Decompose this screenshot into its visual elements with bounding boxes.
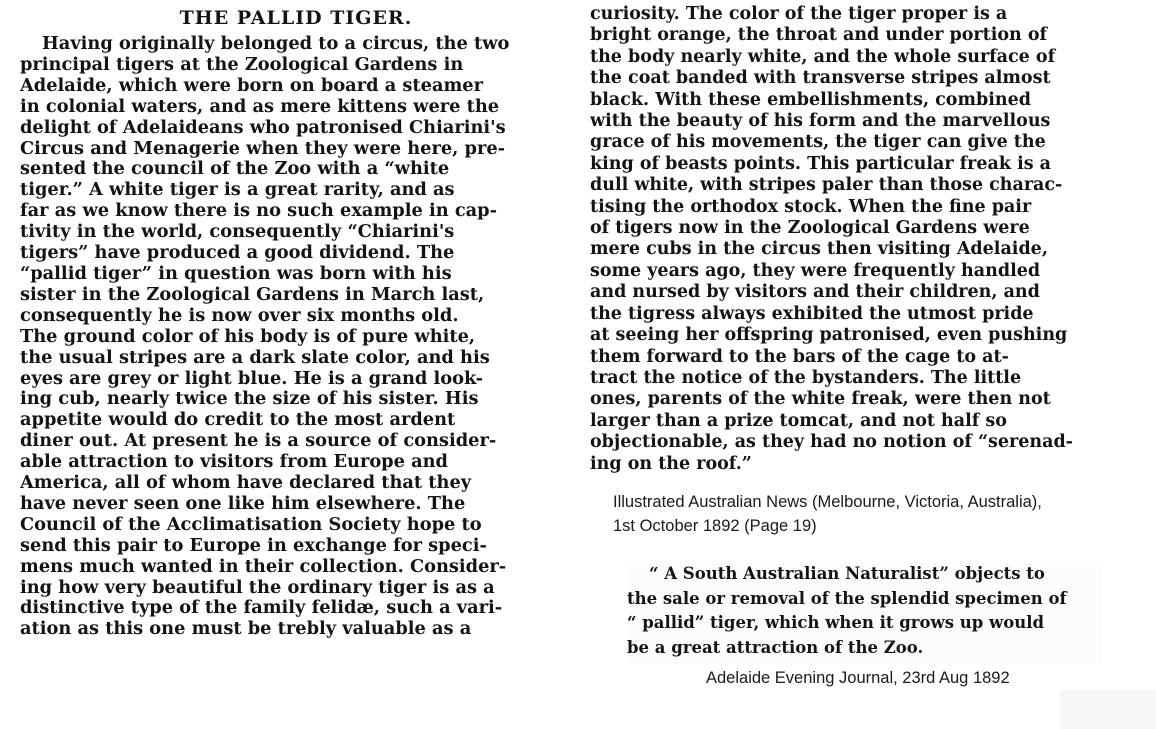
article-line: consequently he is now over six months old. (20, 304, 459, 326)
article-line: king of beasts points. This particular freak is a (590, 153, 1052, 174)
article-line: objectionable, as they had no notion of “serenad- (590, 432, 1073, 453)
clipping-line: “ A South Australian Naturalist” objects to (649, 564, 1045, 583)
article-line: grace of his movements, the tiger can give the (590, 132, 1046, 153)
article-line: The ground color of his body is of pure white, (20, 325, 476, 347)
article-line: black. With these embellishments, combined (590, 89, 1031, 110)
article-line: with the beauty of his form and the marvellous (590, 111, 1051, 132)
naturalist-clipping (627, 562, 1103, 664)
article-line: Circus and Menagerie when they were here, pre- (20, 137, 506, 159)
article-line: tising the orthodox stock. When the fine pair (590, 196, 1032, 217)
article-line: them forward to the bars of the cage to at- (590, 346, 1009, 367)
article-line: the tigress always exhibited the utmost pride (590, 303, 1034, 324)
clipping-line: “ pallid” tiger, which when it grows up would (627, 613, 1045, 632)
article-line: ing how very beautiful the ordinary tiger is as a (20, 576, 495, 598)
article-line: ing cub, nearly twice the size of his sister. His (20, 388, 479, 410)
article-line: curiosity. The color of the tiger proper is a (590, 4, 1008, 24)
article-left-column (20, 4, 572, 726)
article-line: the body nearly white, and the whole surface of (590, 46, 1056, 67)
article-line: tigers” have produced a good dividend. The (20, 242, 455, 264)
article-line: distinctive type of the family felidæ, such a vari- (20, 597, 503, 619)
clipping-line: be a great attraction of the Zoo. (627, 637, 924, 657)
article-line: bright orange, the throat and under portion of (590, 25, 1048, 46)
article-line: appetite would do credit to the most ardent (20, 409, 456, 431)
scan-smudge (1060, 690, 1156, 729)
article-line: the coat banded with transverse stripes almost (590, 68, 1051, 89)
article-line: ones, parents of the white freak, were then not (590, 389, 1051, 410)
article-line: of tigers now in the Zoological Gardens were (590, 218, 1030, 239)
clipping-line: the sale or removal of the splendid specimen of (627, 588, 1067, 608)
article-line: Having originally belonged to a circus, the two (42, 33, 510, 54)
article-line: tract the notice of the bystanders. The little (590, 367, 1022, 388)
article-line: mens much wanted in their collection. Consider- (20, 555, 507, 577)
article-line: dull white, with stripes paler than those charac- (590, 175, 1063, 196)
article-line: Council of the Acclimatisation Society hope to (20, 513, 482, 535)
article-line: ation as this one must be trebly valuable as a (20, 618, 472, 640)
article-right-column (590, 4, 1142, 486)
caption-line: Illustrated Australian News (Melbourne, Victoria, Australia), (613, 493, 1042, 511)
article-line: sister in the Zoological Gardens in March last, (20, 283, 485, 305)
article-line: ing on the roof.” (590, 453, 752, 474)
article-line: at seeing her offspring patronised, even pushing (590, 325, 1068, 346)
article-line: sented the council of the Zoo with a “white (20, 158, 450, 180)
article-line: tivity in the world, consequently “Chiarini's (20, 221, 455, 243)
article-line: mere cubs in the circus then visiting Adelaide, (590, 239, 1048, 260)
article-line: the usual stripes are a dark slate color, and his (20, 346, 490, 368)
article-line: America, all of whom have declared that they (20, 472, 472, 494)
article-line: send this pair to Europe in exchange for speci- (20, 534, 487, 556)
article-line: “pallid tiger” in question was born with his (20, 262, 452, 284)
article-line: have never seen one like him elsewhere. The (20, 492, 466, 514)
article-line: delight of Adelaideans who patronised Chiarini's (20, 116, 506, 138)
source-caption-illustrated-australian-news (613, 490, 1143, 538)
article-line: some years ago, they were frequently handled (590, 260, 1041, 281)
caption-line: 1st October 1892 (Page 19) (613, 517, 817, 535)
article-line: Adelaide, which were born on board a steamer (20, 74, 483, 96)
article-line: in colonial waters, and as mere kittens were the (20, 95, 500, 117)
article-line: larger than a prize tomcat, and not half so (590, 410, 1007, 431)
source-caption-adelaide-evening-journal: Adelaide Evening Journal, 23rd Aug 1892 (706, 669, 1010, 687)
article-line: principal tigers at the Zoological Gardens in (20, 53, 464, 75)
article-line: eyes are grey or light blue. He is a grand look- (20, 367, 483, 389)
article-line: tiger.” A white tiger is a great rarity, and as (20, 179, 455, 201)
article-line: diner out. At present he is a source of consider- (20, 430, 497, 452)
article-line: far as we know there is no such example in cap- (20, 200, 497, 222)
article-line: able attraction to visitors from Europe and (20, 451, 448, 473)
article-line: and nursed by visitors and their children, and (590, 282, 1040, 303)
article-title: THE PALLID TIGER. (179, 7, 413, 29)
